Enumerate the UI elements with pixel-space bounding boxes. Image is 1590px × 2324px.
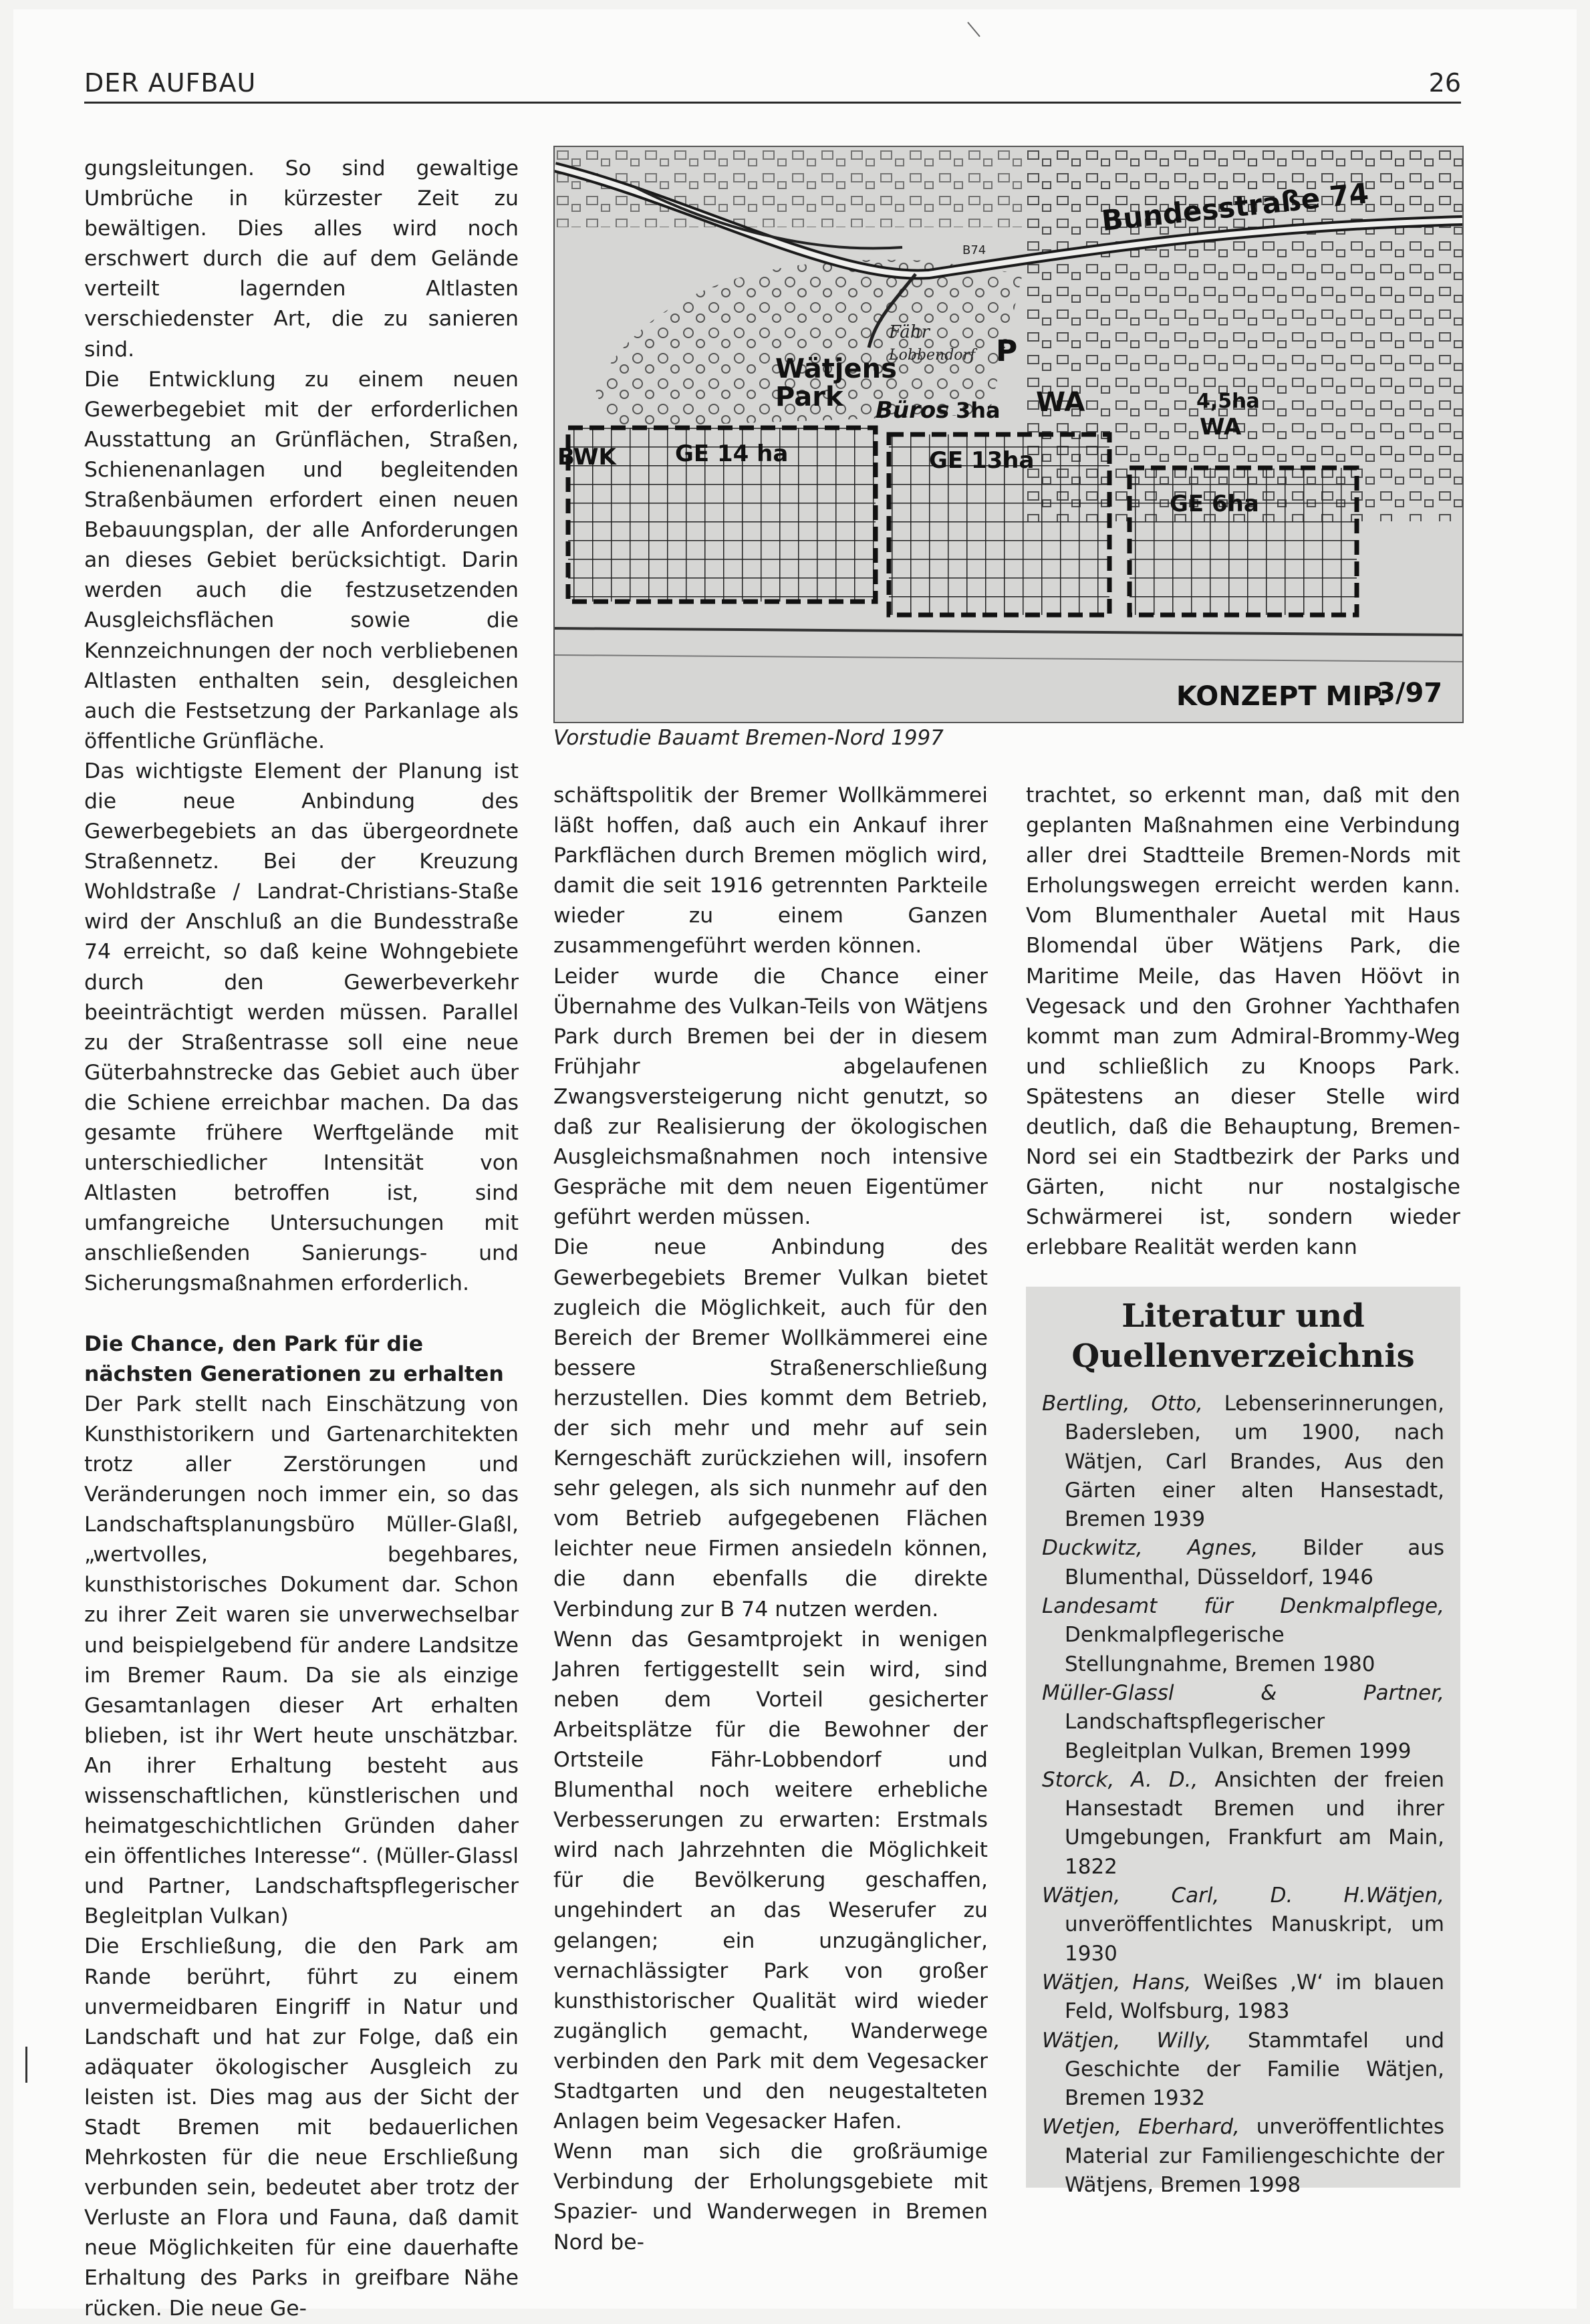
figure-caption: Vorstudie Bauamt Bremen-Nord 1997	[553, 726, 944, 750]
literature-text: Denkmalpflegerische Stellungnahme, Bremen 1980	[1065, 1623, 1375, 1676]
label-wa-2: WA	[1200, 414, 1242, 440]
site-plan-figure	[553, 146, 1464, 723]
label-bundesstrasse: Bundesstraße 74	[1099, 176, 1371, 237]
literature-entry	[1042, 1534, 1444, 1592]
label-4-5ha: 4,5ha	[1196, 390, 1260, 413]
label-bueros: Büros	[876, 397, 950, 424]
label-konzept: KONZEPT MIP.	[1176, 681, 1387, 712]
literature-author: Storck, A. D.,	[1042, 1767, 1198, 1792]
literature-author: Wätjen, Hans,	[1042, 1970, 1192, 1994]
page-number: 26	[1428, 68, 1461, 98]
margin-mark	[25, 2047, 27, 2083]
literature-author: Wätjen, Carl, D. H.Wätjen,	[1042, 1884, 1444, 1908]
literature-text: Bilder aus Blumenthal, Düsseldorf, 1946	[1065, 1536, 1444, 1589]
paragraph: gungsleitungen. So sind gewaltige Umbrüche in kürzester Zeit zu bewältigen. Dies alles wird noch erschwert durch die auf dem Gelände verteilt lagernden Altlasten verschiedenster Art, die zu sanieren sind.	[84, 156, 519, 362]
literature-box	[1026, 1287, 1460, 2198]
paragraph: Die Entwicklung zu einem neuen Gewerbegebiet mit der erforderlichen Ausstattung an Grünflächen, Straßen, Schienenanlagen und begleitenden Straßenbäumen erfordert einen neuen Bebauungsplan, der alle Anforderungen an dieses Gebiet berücksichtigt. Darin werden auch die festzusetzenden Ausgleichsflächen sowie die Kennzeichnungen der noch verbliebenen Altlasten enthalten sein, desgleichen auch die Festsetzung der Parkanlage als öffentliche Grünfläche.	[84, 367, 519, 753]
label-waetjens-park: Wätjens Park	[775, 354, 897, 412]
literature-entry	[1042, 2027, 1444, 2113]
paragraph: Wenn das Gesamtprojekt in wenigen Jahren fertiggestellt sein wird, sind neben dem Vorteil gesicherter Arbeitsplätze für die Bewohner der Ortsteile Fähr-Lobbendorf und Blumenthal noch weitere erhebliche Verbesserungen zu erwarten: Erstmals wird nach Jahrzehnten die Möglichkeit für die Bevölkerung geschaffen, ungehindert an das Weserufer zu gelangen; ein unzugänglicher, vernachlässigter Park von großer kunsthistorischer Qualität wird wieder zugänglich gemacht, Wanderwege verbinden den Park mit dem Vegesacker Stadtgarten und den neugestalteten Anlagen beim Vegesacker Hafen.	[553, 1627, 988, 2134]
literature-text: Ansichten der freien Hansestadt Bremen und ihrer Umgebungen, Frankfurt am Main, 1822	[1065, 1767, 1444, 1879]
label-bwk: BWK	[557, 444, 616, 471]
literature-author: Landesamt für Denkmalpflege,	[1042, 1594, 1444, 1619]
section-heading: Die Chance, den Park für die nächsten Generationen zu erhalten	[84, 1331, 504, 1386]
literature-entry	[1042, 1679, 1444, 1766]
literature-entry	[1042, 2113, 1444, 2200]
industrial-area-ge6	[1130, 468, 1357, 615]
paragraph: Das wichtigste Element der Planung ist die neue Anbindung des Gewerbegebiets an das übergeordnete Straßennetz. Bei der Kreuzung Wohldstraße / Landrat-Christians-Staße wird der Anschluß an die Bundesstraße 74 erreicht, so daß keine Wohngebiete durch den Gewerbeverkehr beeinträchtigt werden müssen. Parallel zu der Straßentrasse soll eine neue Güterbahnstrecke das Gebiet auch über die Schiene erreichbar machen. Da das gesamte frühere Werftgelände mit unterschiedlicher Intensität von Altlasten betroffen ist, sind umfangreiche Untersuchungen mit anschließenden Sanierungs- und Sicherungsmaßnahmen erforderlich.	[84, 759, 519, 1296]
paragraph: trachtet, so erkennt man, daß mit den geplanten Maßnahmen eine Verbindung aller drei Stadtteile Bremen-Nords mit Erholungswegen erreicht werden kann. Vom Blumenthaler Auetal mit Haus Blomendal über Wätjens Park, die Maritime Meile, das Haven Höövt in Vegesack und den Grohner Yachthafen kommt man zum Admiral-Brommy-Weg und schließlich zu Knoops Park. Spätestens an dieser Stelle wird deutlich, daß die Behauptung, Bremen-Nord sei ein Stadtbezirk der Parks und Gärten, nicht nur nostalgische Schwärmerei ist, sondern wieder erlebbare Realität werden kann	[1026, 783, 1460, 1260]
paragraph: schäftspolitik der Bremer Wollkämmerei läßt hoffen, daß auch ein Ankauf ihrer Parkflächen durch Bremen möglich wird, damit die seit 1916 getrennten Parkteile wieder zu einem Ganzen zusammengeführt werden können.	[553, 783, 988, 958]
literature-entry	[1042, 1766, 1444, 1882]
site-plan-drawing	[555, 147, 1462, 722]
literature-entry	[1042, 1968, 1444, 2027]
literature-author: Müller-Glassl & Partner,	[1042, 1680, 1444, 1705]
literature-entry	[1042, 1882, 1444, 1968]
literature-author: Duckwitz, Agnes,	[1042, 1536, 1258, 1561]
text-column-3	[1026, 781, 1460, 1263]
label-3ha: 3ha	[956, 398, 1001, 423]
literature-author: Wetjen, Eberhard,	[1042, 2115, 1240, 2140]
running-title: DER AUFBAU	[84, 68, 257, 98]
paragraph: Leider wurde die Chance einer Übernahme des Vulkan-Teils von Wätjens Park durch Bremen bei der in diesem Frühjahr abgelaufenen Zwangsversteigerung nicht genutzt, so daß zur Realisierung der ökologischen Ausgleichsmaßnahmen noch intensive Gespräche mit dem neuen Eigentümer geführt werden müssen.	[553, 964, 988, 1230]
literature-text: Landschaftspflegerischer Begleitplan Vulkan, Bremen 1999	[1065, 1710, 1412, 1763]
label-wa: WA	[1036, 387, 1085, 418]
page-header	[84, 64, 1461, 104]
paragraph: Wenn man sich die großräumige Verbindung der Erholungsgebiete mit Spazier- und Wanderwegen in Bremen Nord be-	[553, 2140, 988, 2254]
literature-text: unveröffentlichtes Manuskript, um 1930	[1065, 1912, 1444, 1966]
literature-list	[1026, 1390, 1460, 2200]
label-ge6: GE 6ha	[1170, 491, 1259, 517]
text-column-1	[84, 154, 519, 2324]
label-lobbendorf: Lobbendorf	[889, 347, 976, 364]
label-b74: B74	[962, 243, 986, 257]
label-date: 3/97	[1377, 678, 1443, 708]
literature-entry	[1042, 1592, 1444, 1679]
literature-entry	[1042, 1390, 1444, 1534]
literature-title: Literatur und Quellenverzeichnis	[1071, 1297, 1415, 1375]
paragraph: Die neue Anbindung des Gewerbegebiets Bremer Vulkan bietet zugleich die Möglichkeit, auch für den Bereich der Bremer Wollkämmerei eine bessere Straßenerschließung herzustellen. Dies kommt dem Betrieb, der sich mehr und mehr auf sein Kerngeschäft zurückziehen will, insofern sehr gelegen, als sich nunmehr auf den vom Betrieb aufgegebenen Flächen leichter neue Firmen ansiedeln können, die dann ebenfalls die direkte Verbindung zur B 74 nutzen werden.	[553, 1235, 988, 1622]
literature-text: Weißes ‚W‘ im blauen Feld, Wolfsburg, 1983	[1065, 1970, 1445, 2024]
label-p: P	[996, 334, 1018, 368]
label-ge13: GE 13ha	[929, 447, 1035, 474]
paragraph: Der Park stellt nach Einschätzung von Kunsthistorikern und Gartenarchitekten trotz aller Zerstörungen und Veränderungen noch immer ein, so das Landschaftsplanungsbüro Müller-Glaßl, „wertvolles, begehbares, kunsthistorisches Dokument dar. Schon zu ihrer Zeit waren sie unverwechselbar und beispielgebend für andere Landsitze im Bremer Raum. Da sie als einzige Gesamtanlagen dieser Art erhalten blieben, ist ihr Wert heute unschätzbar. An ihrer Erhaltung besteht aus wissenschaftlichen, künstlerischen und heimatgeschichtlichen Gründen daher ein öffentliches Interesse“. (Müller-Glassl und Partner, Landschaftspflegerischer Begleitplan Vulkan)	[84, 1392, 519, 1929]
literature-text: unveröffentlichtes Material zur Familiengeschichte der Wätjens, Bremen 1998	[1065, 2115, 1444, 2198]
label-ge14: GE 14 ha	[675, 440, 789, 467]
label-faehr: Fähr	[889, 322, 930, 342]
literature-text: Lebenserinnerungen, Badersleben, um 1900, nach Wätjen, Carl Brandes, Aus den Gärten einer alten Hansestadt, Bremen 1939	[1065, 1392, 1445, 1532]
literature-author: Wätjen, Willy,	[1042, 2028, 1212, 2053]
literature-text: Stammtafel und Geschichte der Familie Wätjen, Bremen 1932	[1065, 2028, 1444, 2111]
paragraph: Die Erschließung, die den Park am Rande berührt, führt zu einem unvermeidbaren Eingriff in Natur und Landschaft und hat zur Folge, daß ein adäquater ökologischer Ausgleich zu leisten ist. Dies mag aus der Sicht der Stadt Bremen mit bedauerlichen Mehrkosten für die neue Erschließung verbunden sein, bedeutet aber trotz der Verluste an Flora und Fauna, daß damit neue Möglichkeiten für eine dauerhafte Erhaltung des Parks in greifbare Nähe rücken. Die neue Ge-	[84, 1934, 519, 2321]
text-column-2	[553, 781, 988, 2258]
literature-author: Bertling, Otto,	[1042, 1392, 1203, 1416]
